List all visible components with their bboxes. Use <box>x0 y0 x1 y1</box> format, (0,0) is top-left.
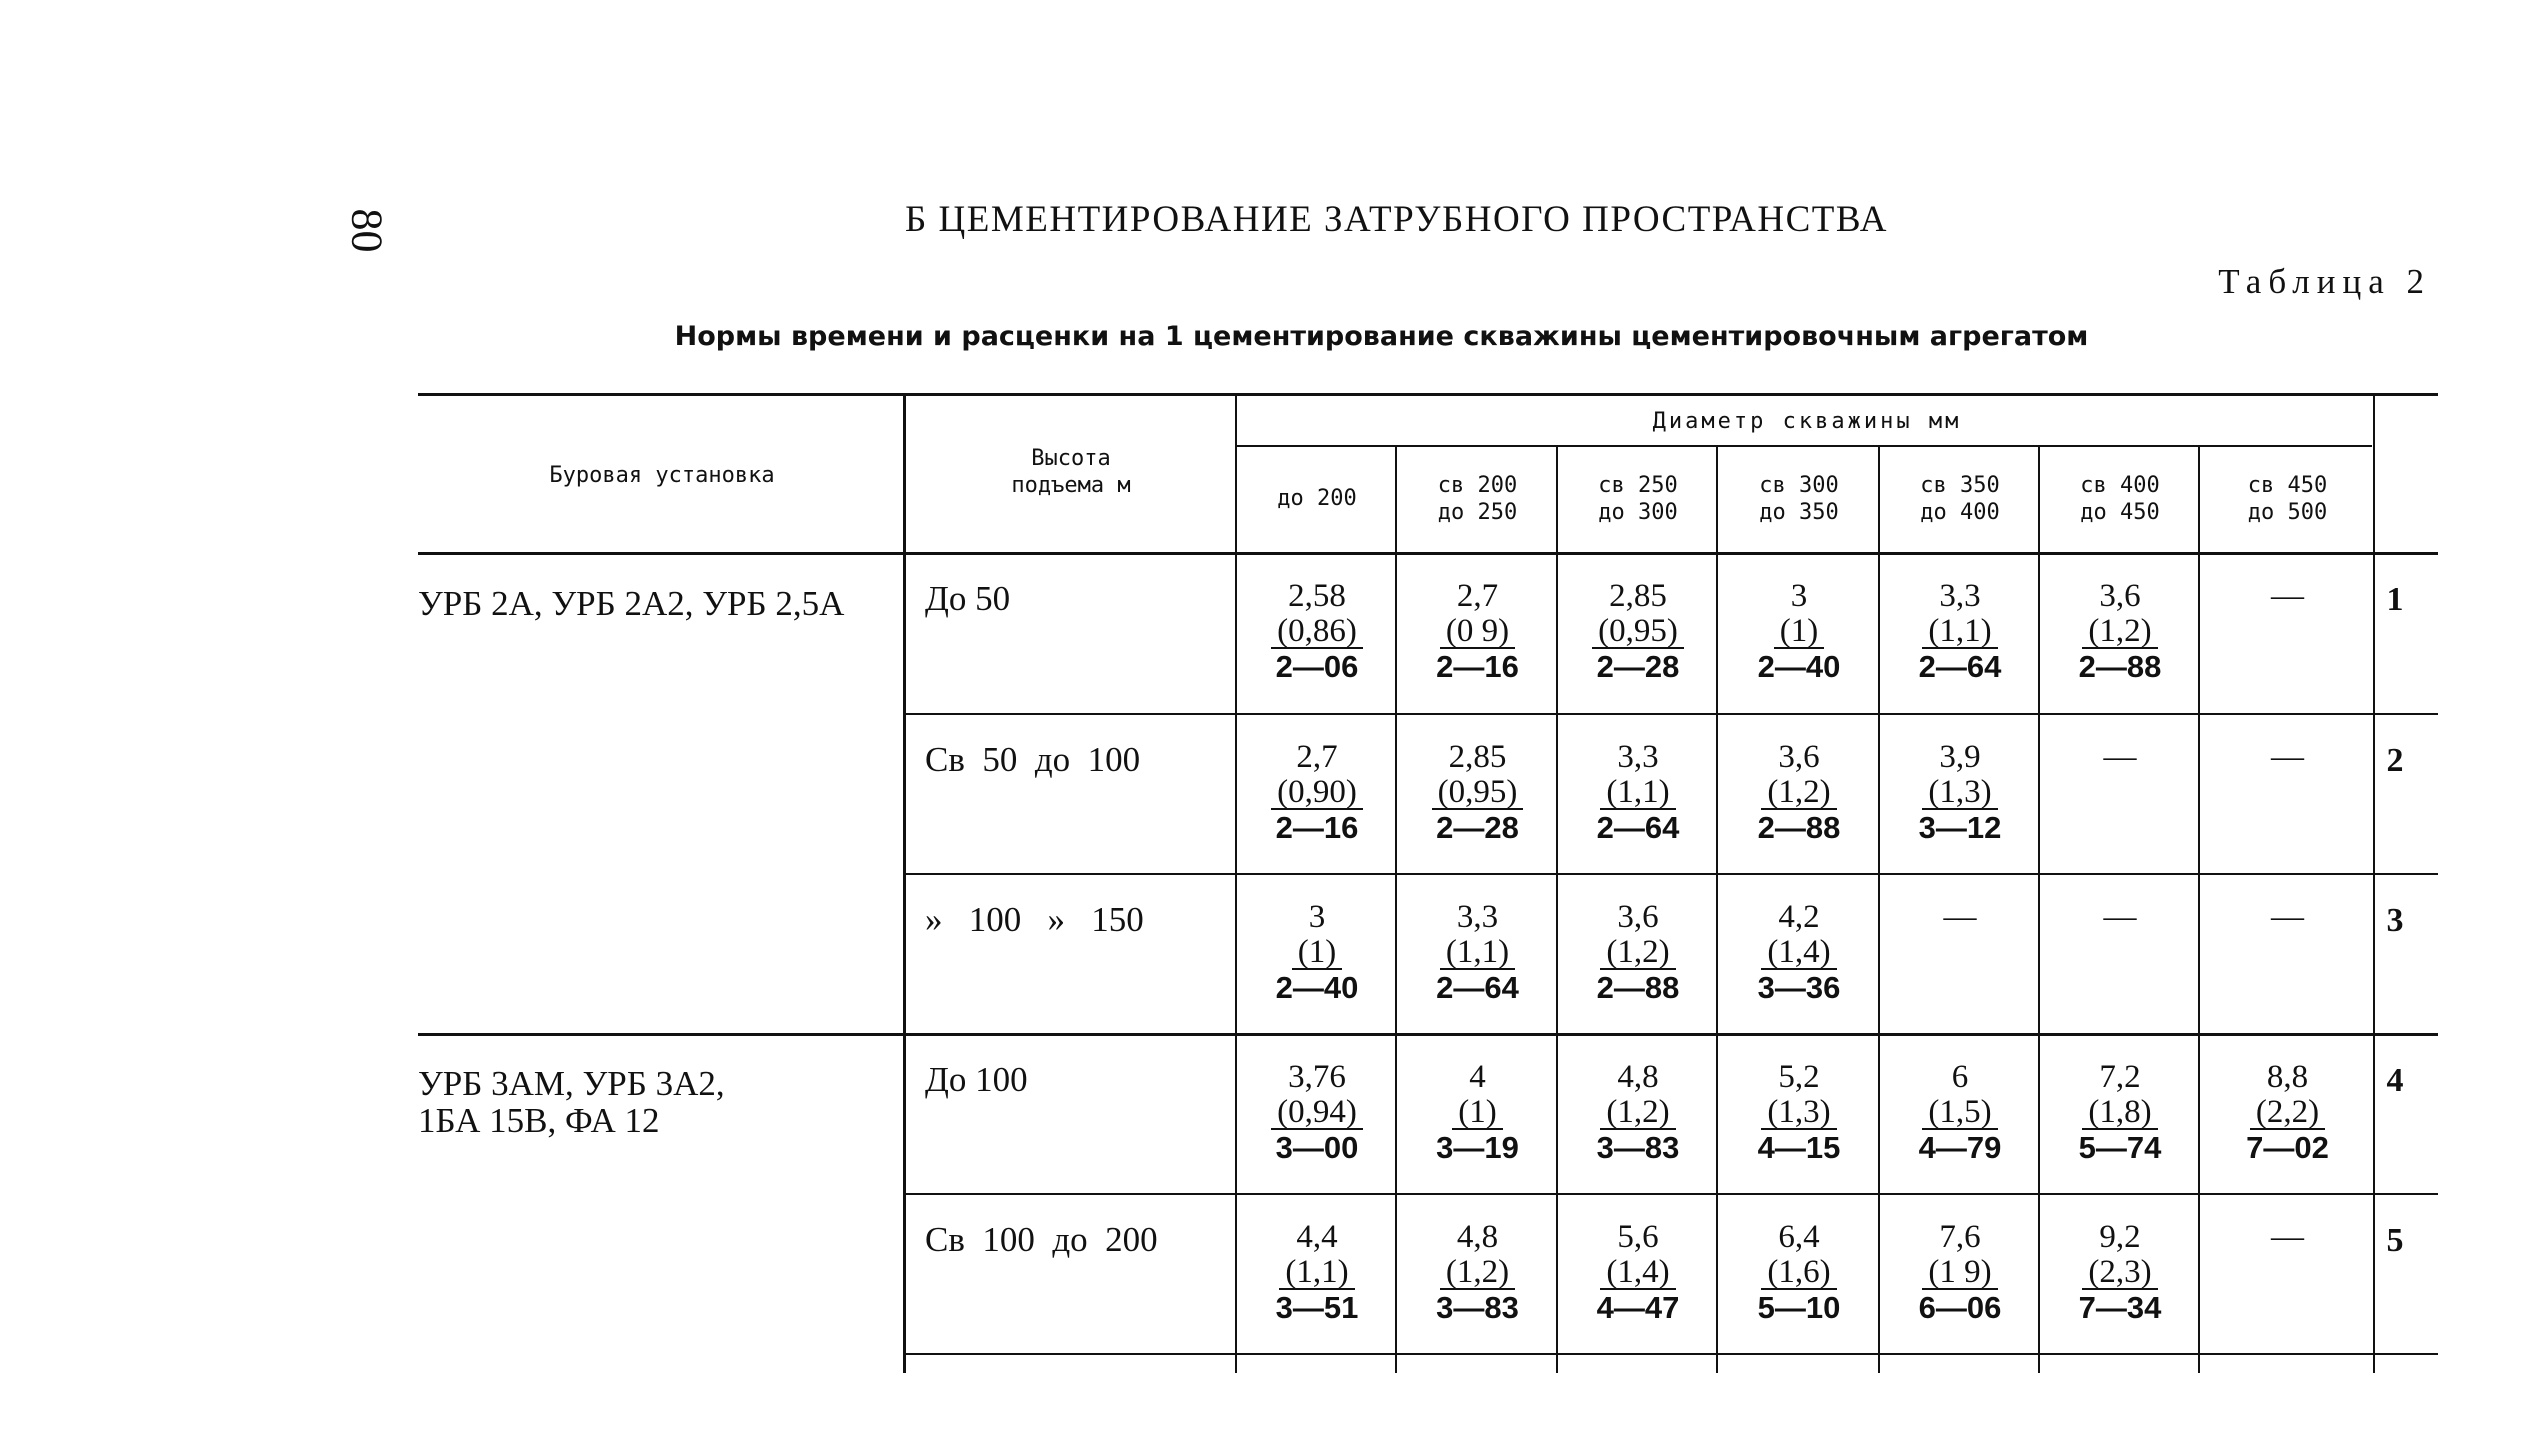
norm-cell <box>1242 740 1392 845</box>
crew-norm-value: (1,2) <box>2082 615 2157 649</box>
time-norm-value: 6,4 <box>1778 1219 1820 1255</box>
diameter-column-header <box>1718 472 1880 526</box>
time-norm-value: 6 <box>1951 1059 1969 1095</box>
time-norm-value: 2,58 <box>1288 578 1346 614</box>
crew-norm-value: (1,3) <box>1922 776 1997 810</box>
diameter-column-line1: св 450 <box>2247 473 2328 498</box>
rate-value: 2—16 <box>1436 649 1519 684</box>
rate-value: 2—88 <box>1596 970 1680 1005</box>
time-norm-value: 4,8 <box>1617 1059 1659 1095</box>
diameter-column-line1: св 400 <box>2080 473 2160 498</box>
crew-norm-value: (1,8) <box>2082 1096 2157 1130</box>
rate-value: 2—88 <box>2078 649 2162 684</box>
time-norm-value: 9,2 <box>2099 1219 2141 1255</box>
time-norm-value: 8,8 <box>2266 1059 2309 1095</box>
norm-cell <box>1403 900 1553 1005</box>
rate-value: 4—47 <box>1596 1290 1680 1325</box>
norm-cell <box>1563 1220 1713 1325</box>
diameter-column-line1: св 200 <box>1437 473 1518 498</box>
rate-value: 3—51 <box>1275 1290 1359 1325</box>
row-number: 2 <box>2386 742 2404 779</box>
empty-dash: — <box>2271 1219 2304 1255</box>
rate-value: 2—16 <box>1275 810 1359 845</box>
row-rule <box>905 1193 2438 1195</box>
norm-cell <box>1563 900 1713 1005</box>
rate-value: 3—00 <box>1275 1130 1359 1165</box>
rate-value: 3—36 <box>1757 970 1841 1005</box>
time-norm-value: 3 <box>1308 899 1326 935</box>
crew-norm-value: (0,95) <box>1432 776 1524 810</box>
rate-value: 5—10 <box>1757 1290 1841 1325</box>
diameter-header: Диаметр скважины мм <box>1652 409 1962 434</box>
empty-dash: — <box>2271 578 2304 614</box>
diameter-column-header <box>1558 472 1718 526</box>
norm-cell <box>2213 1060 2363 1165</box>
norm-cell <box>2045 579 2195 684</box>
crew-norm-value: (1,1) <box>1922 615 1997 649</box>
row-rule <box>905 873 2438 875</box>
diameter-column-line1: св 300 <box>1759 473 1839 498</box>
norm-cell <box>1403 1060 1553 1165</box>
diameter-column-line2: до 350 <box>1759 500 1839 525</box>
norm-cell <box>1242 1060 1392 1165</box>
crew-norm-value: (0,95) <box>1592 615 1684 649</box>
rate-value: 3—83 <box>1596 1130 1680 1165</box>
diameter-column-line2: до 400 <box>1920 500 2000 525</box>
crew-norm-value: (1,1) <box>1600 776 1675 810</box>
rate-value: 3—12 <box>1918 810 2002 845</box>
time-norm-value: 3,76 <box>1288 1059 1346 1095</box>
time-norm-value: 4,4 <box>1296 1219 1338 1255</box>
lift-height-label: Св 50 до 100 <box>925 740 1141 779</box>
crew-norm-value: (2,2) <box>2250 1096 2325 1130</box>
rate-value: 7—34 <box>2078 1290 2162 1325</box>
norm-cell <box>1563 740 1713 845</box>
row-number: 3 <box>2386 902 2404 939</box>
norm-cell <box>2045 1060 2195 1165</box>
time-norm-value: 4,8 <box>1456 1219 1499 1255</box>
time-norm-value: 7,2 <box>2099 1059 2141 1095</box>
rate-value: 2—88 <box>1757 810 1841 845</box>
norm-cell <box>1724 579 1874 684</box>
time-norm-value: 3,6 <box>1617 899 1659 935</box>
rate-value: 2—40 <box>1757 649 1841 684</box>
table-top-rule <box>418 393 2438 396</box>
norm-cell <box>1403 1220 1553 1325</box>
empty-dash: — <box>2103 739 2137 775</box>
column-rule <box>1556 445 1558 1373</box>
rate-value: 2—06 <box>1275 649 1359 684</box>
norm-cell <box>2045 740 2195 774</box>
empty-dash: — <box>2103 899 2137 935</box>
time-norm-value: 3 <box>1790 578 1808 614</box>
column-rule <box>2038 445 2040 1373</box>
time-norm-value: 3,9 <box>1939 739 1981 775</box>
time-norm-value: 3,3 <box>1617 739 1659 775</box>
norm-cell <box>2045 900 2195 934</box>
diameter-column-line2: до 500 <box>2247 500 2328 525</box>
norm-cell <box>1563 579 1713 684</box>
norm-cell <box>1724 1060 1874 1165</box>
col-header-height-line2: подъема м <box>1011 473 1131 498</box>
column-rule <box>1878 445 1880 1373</box>
rate-value: 2—64 <box>1436 970 1519 1005</box>
diameter-column-header <box>1397 472 1558 526</box>
rate-value: 2—64 <box>1918 649 2002 684</box>
time-norm-value: 2,85 <box>1448 739 1507 775</box>
norm-cell <box>1885 579 2035 684</box>
crew-norm-value: (1) <box>1774 615 1824 649</box>
column-rule <box>1395 445 1397 1373</box>
norm-cell <box>1724 1220 1874 1325</box>
rig-group-name-line2: 1БА 15В, ФА 12 <box>418 1101 660 1140</box>
rig-group-name-line1: УРБ 2А, УРБ 2А2, УРБ 2,5А <box>418 584 845 623</box>
time-norm-value: 5,6 <box>1617 1219 1659 1255</box>
column-rule <box>2198 445 2200 1373</box>
norm-cell <box>1885 1220 2035 1325</box>
section-title: Б ЦЕМЕНТИРОВАНИЕ ЗАТРУБНОГО ПРОСТРАНСТВА <box>905 199 1888 240</box>
time-norm-value: 3,6 <box>1778 739 1820 775</box>
norm-cell <box>1724 900 1874 1005</box>
lift-height-label: До 50 <box>925 579 1011 618</box>
lift-height-label: Св 100 до 200 <box>925 1220 1158 1259</box>
time-norm-value: 2,7 <box>1456 578 1499 614</box>
crew-norm-value: (1,6) <box>1761 1256 1836 1290</box>
time-norm-value: 2,85 <box>1609 578 1667 614</box>
time-norm-value: 4 <box>1469 1059 1486 1095</box>
empty-dash: — <box>1943 899 1977 935</box>
table-bottom-rule <box>905 1353 2438 1355</box>
time-norm-value: 4,2 <box>1778 899 1820 935</box>
rig-group-name <box>418 1065 725 1139</box>
crew-norm-value: (1,3) <box>1761 1096 1836 1130</box>
rig-column-rule <box>903 393 906 1373</box>
row-number: 4 <box>2386 1062 2404 1099</box>
crew-norm-value: (0,90) <box>1271 776 1363 810</box>
rate-value: 2—28 <box>1596 649 1680 684</box>
crew-norm-value: (1,2) <box>1440 1256 1515 1290</box>
norm-cell <box>1885 900 2035 934</box>
crew-norm-value: (0,94) <box>1271 1096 1363 1130</box>
diameter-column-line1: св 250 <box>1598 473 1678 498</box>
rate-value: 3—19 <box>1436 1130 1519 1165</box>
time-norm-value: 5,2 <box>1778 1059 1820 1095</box>
col-header-height <box>910 445 1232 499</box>
rate-value: 7—02 <box>2246 1130 2329 1165</box>
time-norm-value: 3,3 <box>1939 578 1981 614</box>
col-header-rig: Буровая установка <box>549 463 775 488</box>
crew-norm-value: (0,86) <box>1271 615 1363 649</box>
page-number: 80 <box>342 208 392 253</box>
diameter-column-header <box>1237 485 1397 512</box>
diameter-header-rule <box>1237 445 2372 447</box>
rig-group-name <box>418 585 844 622</box>
lift-height-label: » 100 » 150 <box>925 900 1144 939</box>
norm-cell <box>1403 579 1553 684</box>
crew-norm-value: (1 9) <box>1922 1256 1997 1290</box>
table-caption: Нормы времени и расценки на 1 цементирование скважины цементировочным агрегатом <box>674 321 2089 352</box>
column-rule <box>1235 393 1237 1373</box>
crew-norm-value: (1,2) <box>1761 776 1836 810</box>
rate-value: 2—64 <box>1596 810 1680 845</box>
group-rule <box>418 1033 2438 1036</box>
empty-dash: — <box>2271 899 2304 935</box>
norm-cell <box>1242 579 1392 684</box>
crew-norm-value: (1,2) <box>1600 936 1675 970</box>
rate-value: 5—74 <box>2078 1130 2162 1165</box>
empty-dash: — <box>2271 739 2304 775</box>
diameter-column-line2: до 300 <box>1598 500 1678 525</box>
crew-norm-value: (1,4) <box>1600 1256 1675 1290</box>
diameter-column-header <box>2040 472 2200 526</box>
crew-norm-value: (1) <box>1292 936 1342 970</box>
rate-value: 4—15 <box>1757 1130 1841 1165</box>
table-label: Таблица 2 <box>2218 262 2431 301</box>
norm-cell <box>1563 1060 1713 1165</box>
norm-cell <box>1885 740 2035 845</box>
norm-cell <box>1724 740 1874 845</box>
diameter-column-line2: до 450 <box>2080 500 2160 525</box>
rate-value: 2—28 <box>1436 810 1519 845</box>
row-rule <box>905 713 2438 715</box>
diameter-column-line1: до 200 <box>1277 486 1357 511</box>
norm-cell <box>2213 740 2363 774</box>
time-norm-value: 2,7 <box>1296 739 1338 775</box>
row-number: 1 <box>2386 581 2404 618</box>
rate-value: 3—83 <box>1436 1290 1519 1325</box>
crew-norm-value: (1,1) <box>1279 1256 1354 1290</box>
norm-cell <box>1242 900 1392 1005</box>
crew-norm-value: (1,5) <box>1922 1096 1997 1130</box>
rate-value: 4—79 <box>1918 1130 2002 1165</box>
crew-norm-value: (1,2) <box>1600 1096 1675 1130</box>
norm-cell <box>1242 1220 1392 1325</box>
norm-cell <box>2045 1220 2195 1325</box>
norm-cell <box>2213 579 2363 613</box>
norm-cell <box>1403 740 1553 845</box>
norm-cell <box>2213 1220 2363 1254</box>
crew-norm-value: (1,1) <box>1440 936 1515 970</box>
crew-norm-value: (1,4) <box>1761 936 1836 970</box>
col-header-height-line1: Высота <box>1031 446 1111 471</box>
diameter-column-line1: св 350 <box>1920 473 2000 498</box>
rate-value: 2—40 <box>1275 970 1359 1005</box>
time-norm-value: 3,3 <box>1456 899 1499 935</box>
header-bottom-rule <box>418 552 2438 555</box>
crew-norm-value: (1) <box>1452 1096 1502 1130</box>
diameter-column-header <box>1880 472 2040 526</box>
norm-cell <box>1885 1060 2035 1165</box>
row-number: 5 <box>2386 1222 2404 1259</box>
rig-group-name-line1: УРБ 3АМ, УРБ 3А2, <box>418 1064 725 1103</box>
rate-value: 6—06 <box>1918 1290 2002 1325</box>
diameter-column-header <box>2200 472 2375 526</box>
lift-height-label: До 100 <box>925 1060 1028 1099</box>
diameter-column-line2: до 250 <box>1437 500 1518 525</box>
crew-norm-value: (0 9) <box>1440 615 1515 649</box>
time-norm-value: 3,6 <box>2099 578 2141 614</box>
norm-cell <box>2213 900 2363 934</box>
time-norm-value: 7,6 <box>1939 1219 1981 1255</box>
column-rule <box>1716 445 1718 1373</box>
crew-norm-value: (2,3) <box>2082 1256 2157 1290</box>
